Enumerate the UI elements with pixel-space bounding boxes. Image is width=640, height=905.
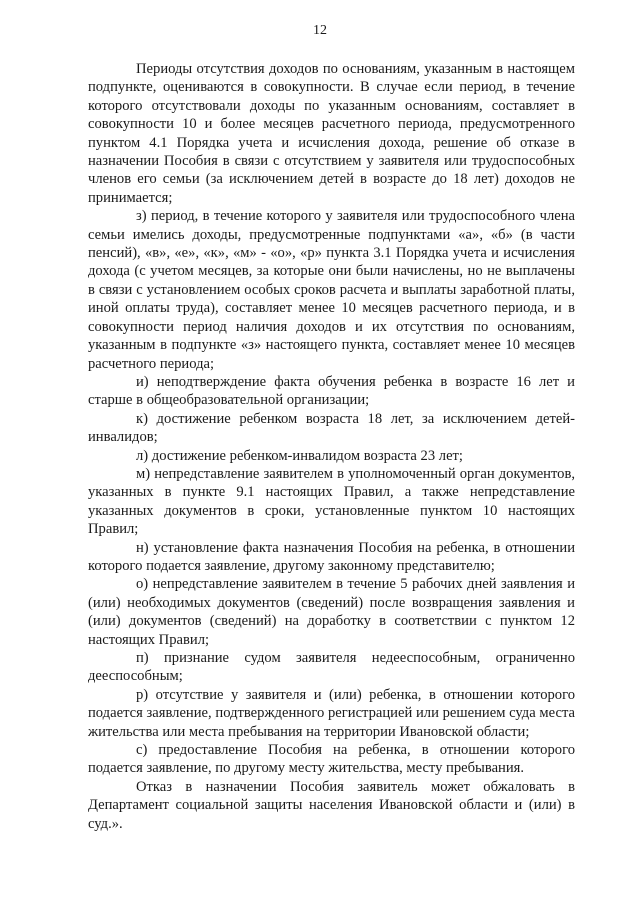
- paragraph-item-p: п) признание судом заявителя недееспособным, ограниченно дееспособным;: [88, 650, 575, 685]
- page-number: 12: [313, 23, 327, 38]
- paragraph-item-m: м) непредставление заявителем в уполномоченный орган документов, указанных в пункте 9.1 настоящих Правил, а также непредставление указанных документов в сроки, установленные пунктом 10 настоящих Правил;: [88, 465, 575, 538]
- paragraph-item-l: л) достижение ребенком-инвалидом возраста 23 лет;: [136, 447, 463, 464]
- paragraph-item-n: н) установление факта назначения Пособия на ребенка, в отношении которого подается заявление, другому законному представителю;: [88, 539, 575, 574]
- paragraph-item-k: к) достижение ребенком возраста 18 лет, за исключением детей-инвалидов;: [88, 410, 575, 446]
- document-body: [88, 60, 575, 833]
- paragraph-periods-summary: Периоды отсутствия доходов по основаниям, указанным в настоящем подпункте, оцениваются в совокупности. В случае если период, в течение которого отсутствовали доходы по указанным основаниям, составляет в совокупности 10 и более месяцев расчетного периода, предусмотренного пунктом 4.1 Порядка учета и исчисления дохода, решение об отказе в назначении Пособия в связи с отсутствием у заявителя или трудоспособных членов его семьи (за исключением детей в возрасте до 18 лет) доходов не принимается;: [88, 61, 575, 206]
- paragraph-item-o: о) непредставление заявителем в течение 5 рабочих дней заявления и (или) необходимых документов (сведений) после возвращения заявления и (или) документов (сведений) на доработку в соответствии с пунктом 12 настоящих Правил;: [88, 576, 575, 648]
- paragraph-item-r: р) отсутствие у заявителя и (или) ребенка, в отношении которого подается заявление, подтвержденного регистрацией или решением суда места жительства или места пребывания на территории Ивановской области;: [88, 686, 575, 740]
- paragraph-item-s: с) предоставление Пособия на ребенка, в отношении которого подается заявление, по другому месту жительства, месту пребывания.: [88, 742, 575, 777]
- paragraph-appeal: Отказ в назначении Пособия заявитель может обжаловать в Департамент социальной защиты населения Ивановской области и (или) в суд.».: [88, 778, 575, 832]
- paragraph-item-z: з) период, в течение которого у заявителя или трудоспособного члена семьи имелись доходы, предусмотренные подпунктами «а», «б» (в части пенсий), «в», «е», «к», «м» - «о», «р» пункта 3.1 Порядка учета и исчисления дохода (с учетом месяцев, за которые они были начислены, но не выплачены в связи с установлением особых сроков расчета и выплаты заработной платы, иной оплаты труда), составляет менее 10 месяцев расчетного периода, и в совокупности период наличия доходов и их отсутствия по основаниям, указанным в подпункте «з» настоящего пункта, составляет менее 10 месяцев расчетного периода;: [88, 208, 575, 372]
- paragraph-item-i: и) неподтверждение факта обучения ребенка в возрасте 16 лет и старше в общеобразовательной организации;: [88, 373, 575, 409]
